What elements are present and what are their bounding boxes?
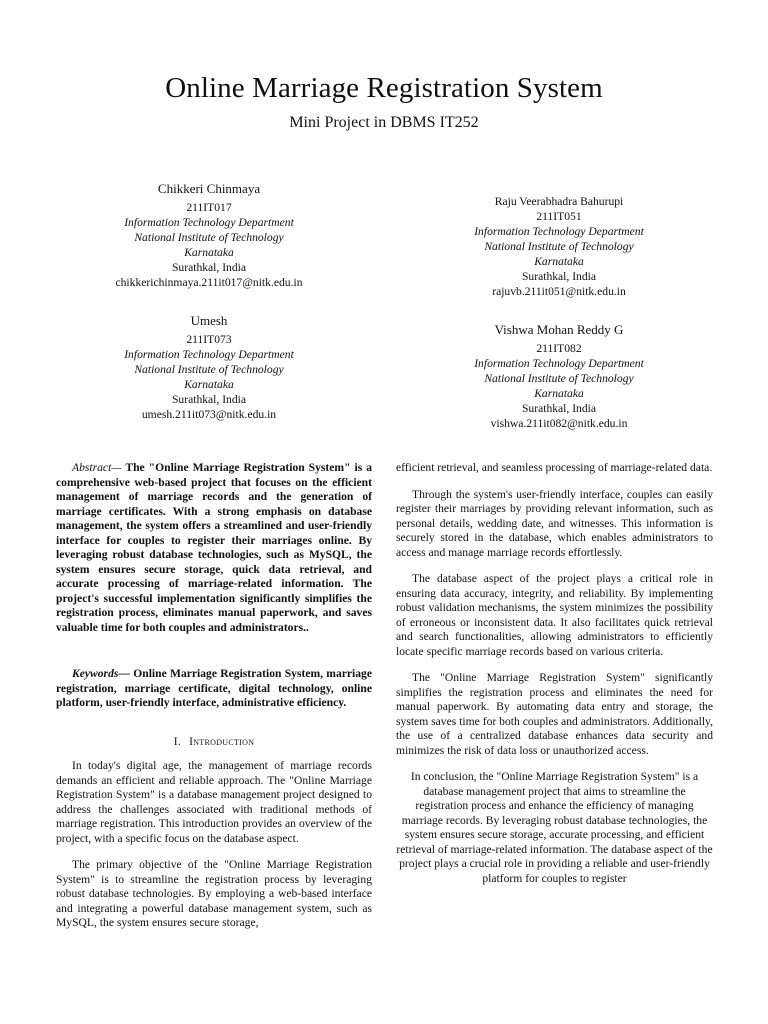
right-column [396, 461, 713, 898]
author-email: umesh.211it073@nitk.edu.in [141, 408, 277, 421]
author-institute-state: Karnataka [534, 255, 584, 268]
author-id: 211IT017 [186, 201, 232, 214]
author-id: 211IT082 [536, 342, 582, 355]
author-name: Vishwa Mohan Reddy G [494, 322, 624, 337]
author-place: Surathkal, India [171, 261, 247, 274]
author-institute: National Institute of Technology [134, 363, 284, 376]
author-place: Surathkal, India [521, 270, 597, 283]
author-dept: Information Technology Department [124, 216, 294, 229]
author-name: Chikkeri Chinmaya [157, 181, 261, 196]
section-heading [56, 735, 372, 750]
keywords-label: Keywords— [72, 667, 130, 680]
author-block-1 [80, 180, 338, 290]
paragraph: In conclusion, the "Online Marriage Registration System" is a database management project that aims to streamline the registration process and enhance the efficiency of managing marriage records. By leveraging robust database technologies, the system ensures secure storage, accurate processing, and efficient retrieval of marriage-related information. The database aspect of the project plays a crucial role in providing a reliable and user-friendly platform for couples to register [396, 770, 713, 885]
author-id: 211IT051 [536, 210, 582, 223]
paragraph: The "Online Marriage Registration System" significantly simplifies the registration process and eliminates the need for manual paperwork. By automating data entry and storage, the system saves time for both couples and administrators. Additionally, the use of a centralized database enhances data security and minimizes the risk of data loss or unauthorized access. [396, 671, 713, 757]
author-block-4 [430, 321, 688, 431]
left-column [56, 461, 372, 943]
paper-subtitle: Mini Project in DBMS IT252 [289, 114, 479, 131]
author-id: 211IT073 [186, 333, 232, 346]
author-place: Surathkal, India [521, 402, 597, 415]
author-block-2 [430, 194, 688, 299]
paragraph: Through the system's user-friendly interface, couples can easily register their marriages by providing relevant information, such as personal details, wedding date, and witnesses. This information is securely stored in the database, which enables administrators to access and manage marriage records effortlessly. [396, 487, 713, 559]
author-dept: Information Technology Department [474, 357, 644, 370]
paragraph: efficient retrieval, and seamless processing of marriage-related data. [396, 461, 713, 474]
author-email: vishwa.211it082@nitk.edu.in [490, 417, 628, 430]
abstract-text: The "Online Marriage Registration System" is a comprehensive web-based project that focuses on the efficient management of marriage records and the generation of marriage certificates. With a strong emphasis on database management, the system offers a streamlined and user-friendly interface for couples to register their marriages online. By leveraging robust database technologies, such as MySQL, the system ensures secure storage, quick data retrieval, and accurate processing of marriage-related information. The project's successful implementation significantly simplifies the registration process, eliminates manual paperwork, and saves valuable time for both couples and administrators.. [56, 461, 372, 634]
author-institute-state: Karnataka [184, 246, 234, 259]
author-dept: Information Technology Department [124, 348, 294, 361]
paragraph: The database aspect of the project plays a critical role in ensuring data accuracy, integrity, and reliability. By implementing robust validation mechanisms, the system minimizes the possibility of erroneous or inconsistent data. It also facilitates quick retrieval and search functionalities, allowing administrators to efficiently locate specific marriage records based on various criteria. [396, 572, 713, 658]
author-email: chikkerichinmaya.211it017@nitk.edu.in [115, 276, 303, 289]
paragraph: The primary objective of the "Online Marriage Registration System" is to streamline the registration process by leveraging robust database technologies. By employing a web-based interface and integrating a powerful database management system, such as MySQL, the system ensures secure storage, [56, 858, 372, 929]
author-name: Umesh [190, 313, 228, 328]
author-institute-state: Karnataka [534, 387, 584, 400]
keywords [56, 667, 372, 711]
author-dept: Information Technology Department [474, 225, 644, 238]
author-name: Raju Veerabhadra Bahurupi [494, 195, 624, 208]
section-title: Introduction [189, 734, 255, 748]
author-institute-state: Karnataka [184, 378, 234, 391]
author-place: Surathkal, India [171, 393, 247, 406]
abstract [56, 461, 372, 635]
author-institute: National Institute of Technology [484, 372, 634, 385]
paper-title: Online Marriage Registration System [165, 72, 603, 104]
keywords-text: Online Marriage Registration System, marriage registration, marriage certificate, digital technology, online platform, user-friendly interface, administrative efficiency. [56, 667, 372, 709]
author-block-3 [80, 312, 338, 422]
author-institute: National Institute of Technology [134, 231, 284, 244]
author-email: rajuvb.211it051@nitk.edu.in [492, 285, 626, 298]
abstract-label: Abstract— [72, 461, 122, 474]
author-institute: National Institute of Technology [484, 240, 634, 253]
paragraph: In today's digital age, the management of marriage records demands an efficient and reliable approach. The "Online Marriage Registration System" is a database management project designed to address the challenges associated with traditional methods of marriage registration. This introduction provides an overview of the project, with a specific focus on the database aspect. [56, 759, 372, 845]
section-number: I. [173, 734, 182, 748]
